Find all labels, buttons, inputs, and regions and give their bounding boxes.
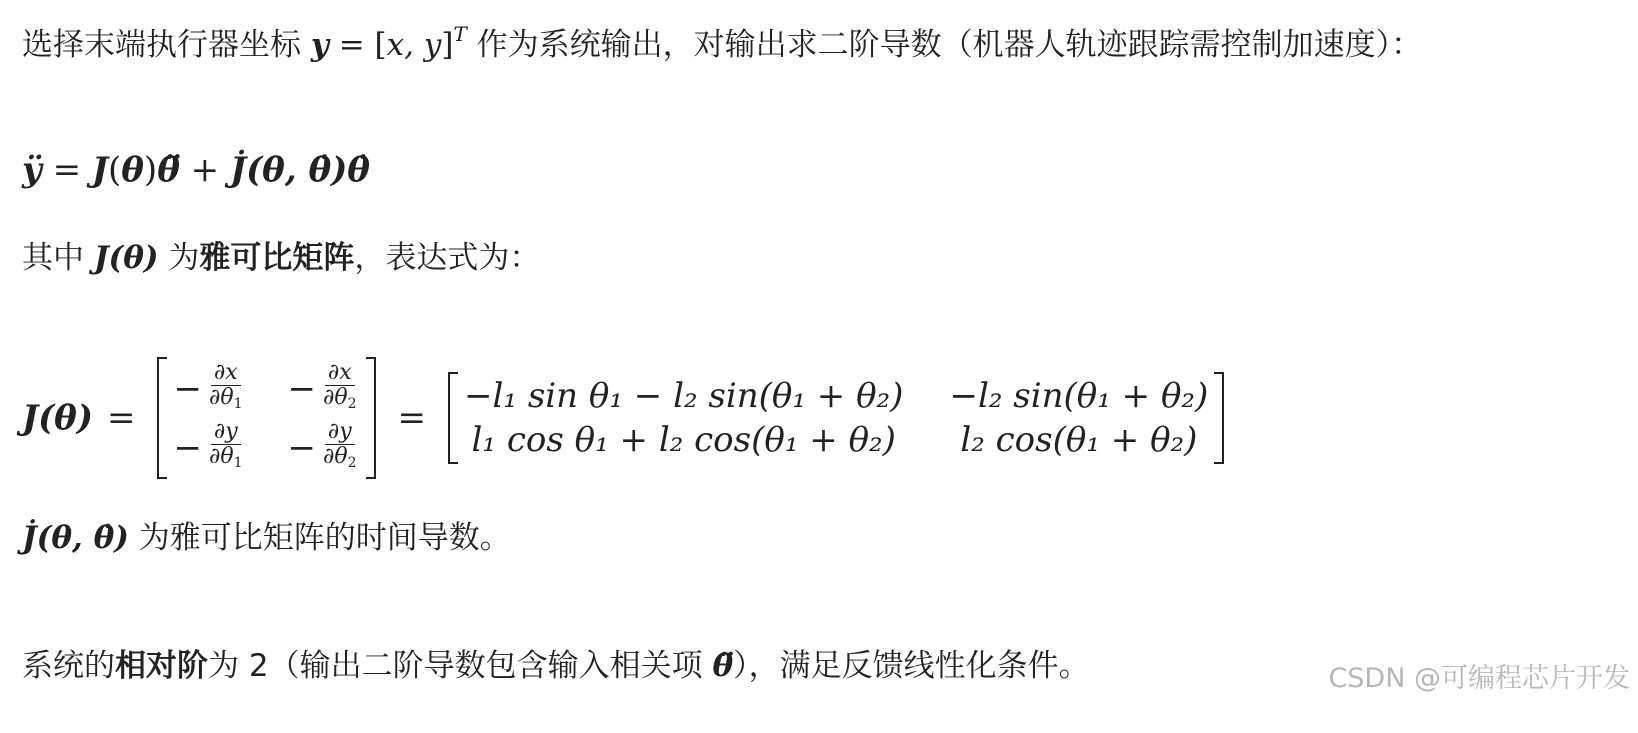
line3-math: J̇(θ, θ̇) bbox=[22, 520, 129, 556]
eq-jacobian-dot: J̇ bbox=[229, 150, 247, 190]
line2-text-c: ，表达式为： bbox=[354, 240, 541, 276]
partial-cell: − $\frac{\partial x}{\partial\theta 2}$ bbox=[287, 360, 357, 412]
jacobian-derivative-note bbox=[22, 518, 511, 558]
eq-plus: + bbox=[179, 150, 230, 190]
line4-text-a: 系统的 bbox=[22, 648, 115, 684]
partial-derivative-matrix bbox=[157, 357, 375, 479]
csdn-watermark: CSDN @可编程芯片开发 bbox=[1328, 663, 1630, 694]
jacobian-term: 雅可比矩阵 bbox=[199, 240, 355, 276]
math-transpose: T bbox=[453, 22, 467, 46]
line3-text: 为雅可比矩阵的时间导数。 bbox=[128, 520, 511, 556]
eq-args: (θ, θ̇) bbox=[246, 150, 348, 190]
intro-text-a: 选择末端执行器坐标 bbox=[22, 27, 311, 63]
math-output-y: y bbox=[310, 27, 329, 63]
line4-math: θ̈ bbox=[712, 648, 734, 684]
eq-paren-open: ( bbox=[107, 150, 122, 190]
math-close-bracket: ] bbox=[441, 27, 454, 63]
eq-theta: θ bbox=[121, 150, 144, 190]
partial-cell: − $\frac{\partial x}{\partial\theta 1}$ bbox=[173, 360, 243, 412]
eq-theta-ddot: θ̈ bbox=[157, 150, 180, 190]
math-equals-bracket: = [ bbox=[328, 27, 387, 63]
eq-paren-close: ) bbox=[143, 150, 158, 190]
eq-jacobian: J bbox=[91, 150, 108, 190]
math-x-y: x, y bbox=[386, 27, 442, 63]
matrix-equals-1: = bbox=[106, 398, 136, 438]
trig-cell: l₂ cos(θ₁ + θ₂) bbox=[960, 420, 1198, 460]
partial-cell: − $\frac{\partial y}{\partial\theta 1}$ bbox=[173, 419, 243, 471]
trig-cell: l₁ cos θ₁ + l₂ cos(θ₁ + θ₂) bbox=[471, 420, 896, 460]
intro-paragraph bbox=[22, 14, 1422, 65]
eq-lhs-yddot: ÿ bbox=[22, 150, 42, 190]
line2-text-a: 其中 bbox=[22, 240, 94, 276]
relative-degree-paragraph bbox=[22, 646, 1090, 686]
line2-text-b: 为 bbox=[158, 240, 200, 276]
eq-theta-dot: θ̇ bbox=[347, 150, 370, 190]
matrix-lhs: J(θ) bbox=[22, 398, 93, 438]
line2-math: J(θ) bbox=[93, 240, 159, 276]
line4-text-b: 为 2（输出二阶导数包含输入相关项 bbox=[208, 648, 713, 684]
trig-cell: −l₂ sin(θ₁ + θ₂) bbox=[949, 376, 1209, 416]
matrix-equals-2: = bbox=[397, 398, 427, 438]
acceleration-equation bbox=[22, 148, 370, 192]
line4-text-c: ），满足反馈线性化条件。 bbox=[733, 648, 1090, 684]
relative-degree-term: 相对阶 bbox=[115, 648, 208, 684]
eq-equals: = bbox=[41, 150, 92, 190]
jacobian-intro bbox=[22, 238, 540, 278]
trig-matrix bbox=[448, 372, 1224, 464]
partial-cell: − $\frac{\partial y}{\partial\theta 2}$ bbox=[287, 419, 357, 471]
intro-text-b: 作为系统输出，对输出求二阶导数（机器人轨迹跟踪需控制加速度）： bbox=[466, 27, 1423, 63]
jacobian-matrix-equation bbox=[22, 355, 1232, 481]
trig-cell: −l₁ sin θ₁ − l₂ sin(θ₁ + θ₂) bbox=[464, 376, 904, 416]
